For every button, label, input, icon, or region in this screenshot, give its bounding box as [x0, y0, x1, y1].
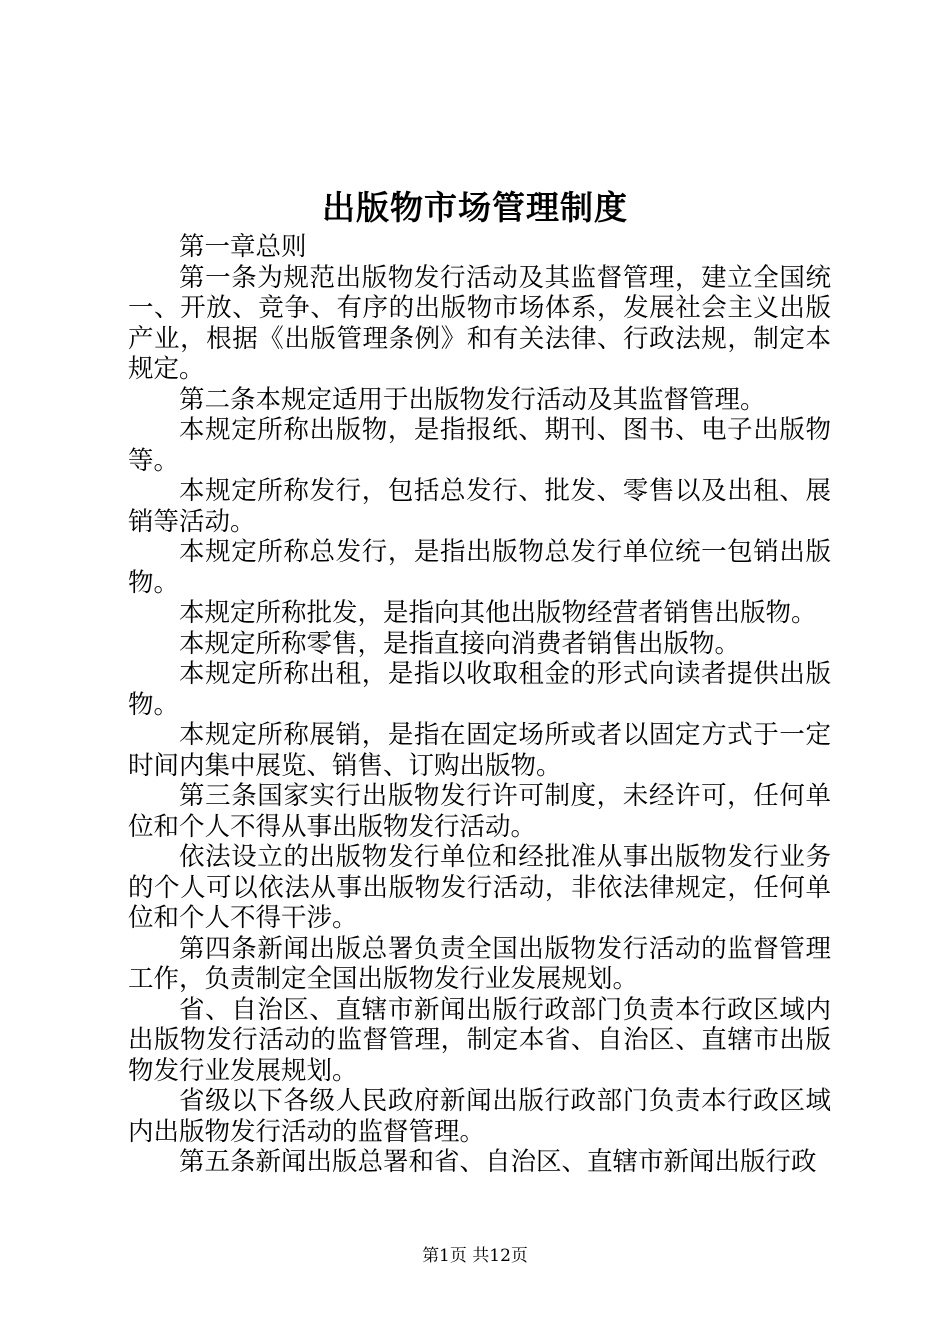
- document-body: [128, 232, 831, 1178]
- paragraph: 第四条新闻出版总署负责全国出版物发行活动的监督管理工作，负责制定全国出版物发行业发展规划。: [128, 933, 831, 994]
- paragraph: 本规定所称发行，包括总发行、批发、零售以及出租、展销等活动。: [128, 476, 831, 537]
- paragraph: 本规定所称零售，是指直接向消费者销售出版物。: [179, 628, 741, 659]
- document-title: 出版物市场管理制度: [322, 188, 628, 227]
- paragraph: 依法设立的出版物发行单位和经批准从事出版物发行业务的个人可以依法从事出版物发行活动，非依法律规定，任何单位和个人不得干涉。: [128, 842, 831, 933]
- paragraph: 本规定所称总发行，是指出版物总发行单位统一包销出版物。: [128, 537, 831, 598]
- paragraph: 第二条本规定适用于出版物发行活动及其监督管理。: [179, 384, 766, 415]
- paragraph: 本规定所称展销，是指在固定场所或者以固定方式于一定时间内集中展览、销售、订购出版物。: [128, 720, 831, 781]
- paragraph: 本规定所称出租，是指以收取租金的形式向读者提供出版物。: [128, 659, 831, 720]
- paragraph: 省级以下各级人民政府新闻出版行政部门负责本行政区域内出版物发行活动的监督管理。: [128, 1086, 831, 1147]
- paragraph: 第一章总则: [179, 232, 307, 262]
- paragraph: 第三条国家实行出版物发行许可制度，未经许可，任何单位和个人不得从事出版物发行活动。: [128, 781, 831, 842]
- page-footer: 第1页 共12页: [422, 1246, 528, 1266]
- paragraph: 本规定所称出版物，是指报纸、期刊、图书、电子出版物等。: [128, 415, 831, 476]
- paragraph: 第一条为规范出版物发行活动及其监督管理，建立全国统一、开放、竞争、有序的出版物市场体系，发展社会主义出版产业，根据《出版管理条例》和有关法律、行政法规，制定本规定。: [128, 262, 831, 384]
- paragraph: 第五条新闻出版总署和省、自治区、直辖市新闻出版行政: [179, 1147, 817, 1177]
- paragraph: 省、自治区、直辖市新闻出版行政部门负责本行政区域内出版物发行活动的监督管理，制定本省、自治区、直辖市出版物发行业发展规划。: [128, 994, 831, 1086]
- paragraph: 本规定所称批发，是指向其他出版物经营者销售出版物。: [179, 598, 817, 628]
